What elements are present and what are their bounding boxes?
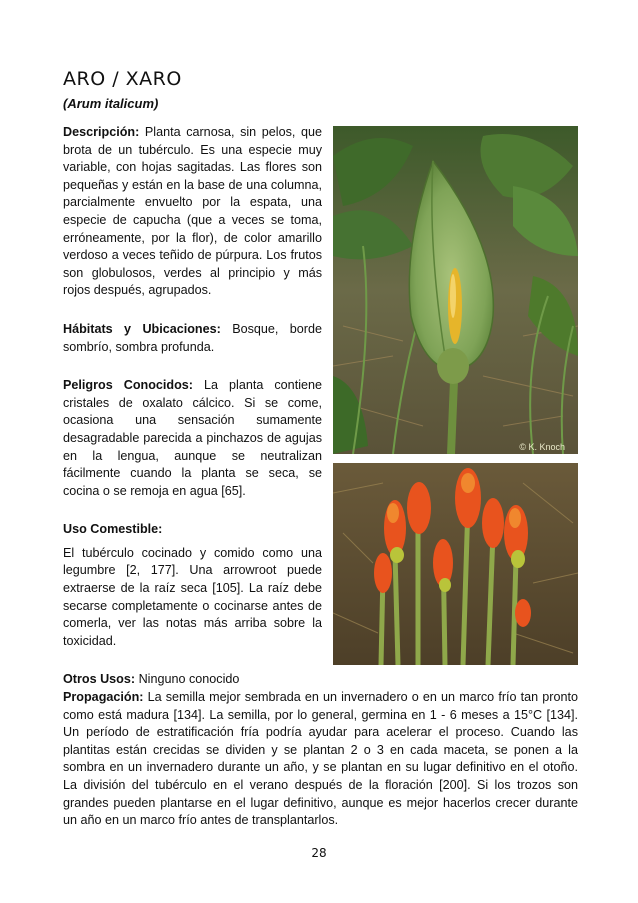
arum-flower-photo xyxy=(333,126,578,454)
page-title: ARO / XARO xyxy=(63,68,182,90)
descripcion-paragraph xyxy=(63,124,322,300)
propagacion-label: Propagación: xyxy=(63,690,144,704)
uso-comestible-paragraph: El tubérculo cocinado y comido como una legumbre [2, 177]. Una arrowroot puede extraerse de la raíz seca [105]. La raíz debe secarse completamente o cocinarse antes de comerla, ver las notas más arriba sobre la toxicidad. xyxy=(63,545,322,648)
page-number: 28 xyxy=(311,846,327,860)
peligros-paragraph xyxy=(63,377,322,500)
propagacion-paragraph xyxy=(63,689,578,830)
habitats-text: Bosque, borde sombrío, sombra profunda. xyxy=(63,321,322,354)
otros-usos-label: Otros Usos: xyxy=(63,672,136,687)
propagacion-text: La semilla mejor sembrada en un invernadero o en un marco frío tan pronto como está madura [134]. La semilla, por lo general, germina en 1 - 6 meses a 15°C [134]. Un período de estratificación fría podría ayudar para acelerar el proceso. Cuando las plantitas están crecidas se dividen y se plantan 2 o 3 en cada maceta, se ponen a la sombra en un invernadero durante un año, y se plantan en su lugar definitivo en el otoño. La división del tubérculo en el verano después de la floración [200]. Si los trozos son grandes pueden plantarse en el lugar definitivo, aunque es mejor hacerlos crecer durante un año en un marco frío antes de transplantarlos. xyxy=(63,690,578,828)
page-subtitle: (Arum italicum) xyxy=(63,96,159,111)
peligros-text: La planta contiene cristales de oxalato cálcico. Si se come, ocasiona una sensación sumamente desagradable parecida a pinchazos de agujas en la lengua, aunque se neutralizan fácilmente cuando la planta se seca, se cocina o se remoja en agua [65]. xyxy=(63,378,322,498)
otros-usos-paragraph xyxy=(63,671,322,689)
left-column xyxy=(63,124,322,710)
otros-usos-text: Ninguno conocido xyxy=(135,672,240,687)
uso-comestible-label: Uso Comestible: xyxy=(63,522,163,537)
habitats-label: Hábitats y Ubicaciones: xyxy=(63,321,221,336)
arum-berries-photo xyxy=(333,463,578,665)
descripcion-label: Descripción: xyxy=(63,125,140,139)
descripcion-text: Planta carnosa, sin pelos, que brota de un tubérculo. Es una especie muy variable, con hojas sagitadas. Las flores son pequeñas y están en la base de una columna, parcialmente envuelto por la espata, una especie de capucha (que a veces se toma, erróneamente, por la flor), de color amarillo verdoso a veces teñido de púrpura. Los frutos son globulosos, verdes al principio y más rojos después, agrupados. xyxy=(63,125,322,298)
habitats-paragraph xyxy=(63,321,322,356)
uso-comestible-heading xyxy=(63,521,322,539)
photo-credit: © K. Knoch xyxy=(519,442,565,452)
peligros-label: Peligros Conocidos: xyxy=(63,378,193,393)
